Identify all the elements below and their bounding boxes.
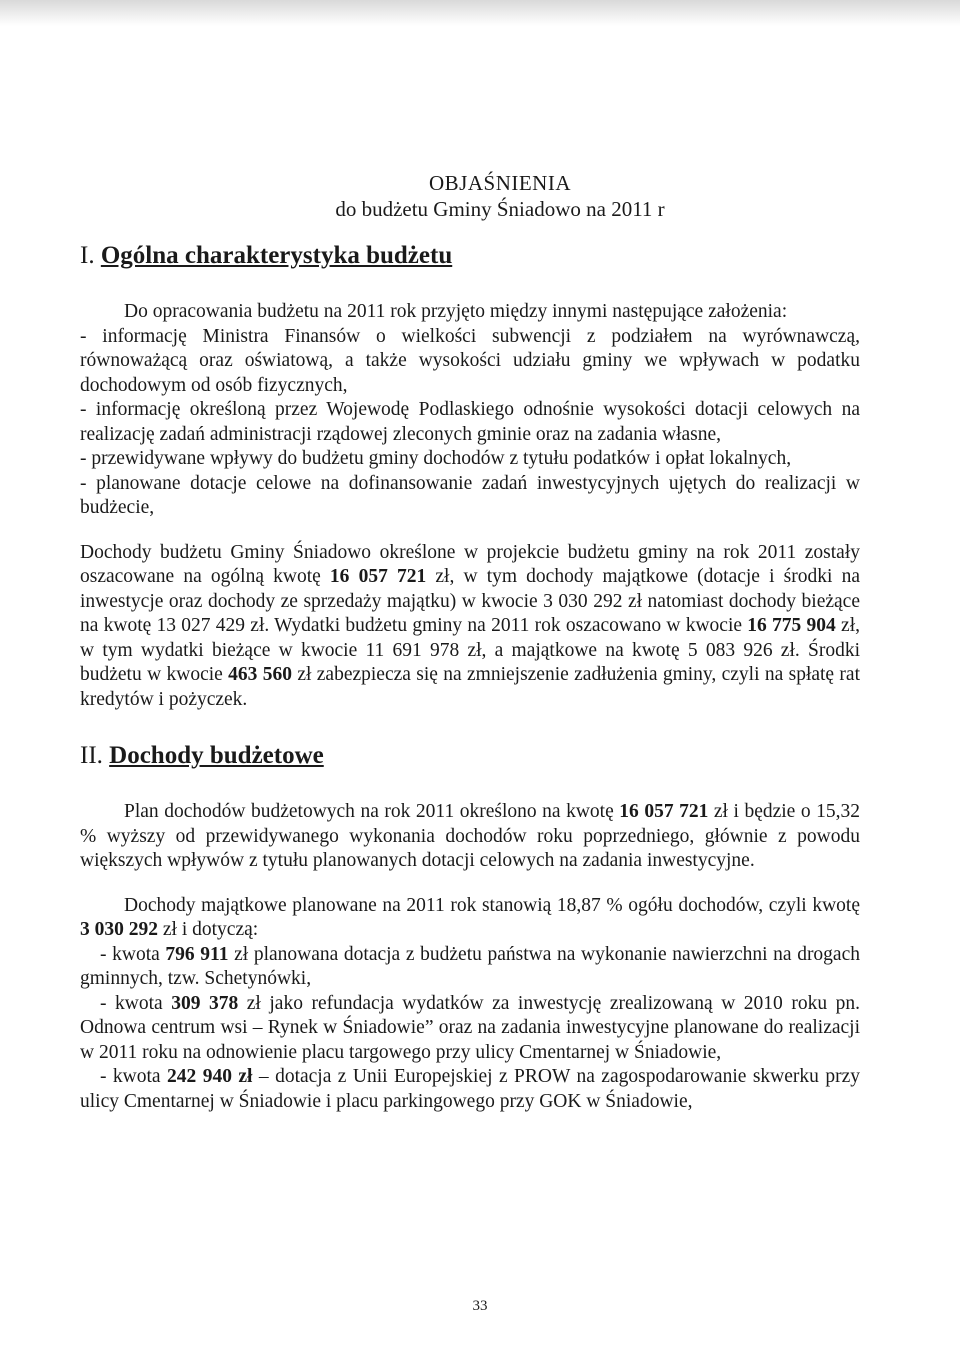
total-income-amount: 16 057 721 bbox=[329, 566, 427, 587]
item-text: - kwota bbox=[100, 943, 166, 965]
list-item: - informację określoną przez Wojewodę Podlaskiego odnośnie wysokości dotacji celowych na realizację zadań administracji rządowej zleconych gminie oraz na zadania własne, bbox=[80, 399, 860, 445]
document-page bbox=[80, 170, 860, 1114]
list-item: - informację Ministra Finansów o wielkości subwencji z podziałem na wyrównawczą, równoważącą oraz oświatową, a także wysokości udziału gminy we wpływach w podatku dochodowym od osób fizycznych, bbox=[80, 325, 860, 396]
capital-income-paragraph bbox=[80, 894, 860, 943]
section-1-heading bbox=[80, 240, 860, 272]
section-1-summary bbox=[80, 541, 860, 713]
summary-text: zł, w tym wydatki bieżące w kwocie 11 691 978 zł, a majątkowe na kwotę 5 083 926 zł. Środki budżetu w kwocie bbox=[80, 615, 860, 685]
section-2-title: Dochody budżetowe bbox=[109, 742, 324, 769]
income-plan-amount: 16 057 721 bbox=[619, 801, 709, 822]
document-header bbox=[140, 170, 860, 222]
item-text: zł planowana dotacja z budżetu państwa na wykonanie nawierzchni na drogach gminnych, tzw. Schetynówki, bbox=[80, 943, 860, 989]
summary-text: zł zabezpiecza się na zmniejszenie zadłużenia gminy, czyli na spłatę rat kredytów i pożyczek. bbox=[80, 664, 860, 710]
paragraph-text: zł i będzie o 15,32 % wyższy od przewidywanego wykonania dochodów roku poprzedniego, głównie z powodu większych wpływów z tytułu planowanych dotacji celowych na zadania inwestycyjne. bbox=[80, 801, 861, 871]
total-expense-amount: 16 775 904 bbox=[747, 615, 836, 636]
document-subtitle: do budżetu Gminy Śniadowo na 2011 r bbox=[335, 197, 665, 221]
item-text: - kwota bbox=[100, 1066, 168, 1087]
item-amount: 309 378 bbox=[171, 992, 239, 1014]
summary-text: zł, w tym dochody majątkowe (dotacje i środki na inwestycje oraz dochody ze sprzedaży majątku) w kwocie 3 030 292 zł natomiast dochody bieżące na kwotę 13 027 429 zł. Wydatki budżetu gminy na 2011 rok oszacowano w kwocie bbox=[80, 566, 860, 636]
list-item bbox=[80, 943, 860, 992]
list-item: - planowane dotacje celowe na dofinansowanie zadań inwestycyjnych ujętych do realizacji w budżecie, bbox=[80, 472, 860, 518]
item-amount: 242 940 zł bbox=[167, 1066, 253, 1087]
section-2-heading bbox=[80, 740, 860, 772]
paragraph-text: Plan dochodów budżetowych na rok 2011 określono na kwotę bbox=[124, 801, 620, 822]
section-1-intro: Do opracowania budżetu na 2011 rok przyjęto między innymi następujące założenia: bbox=[124, 301, 788, 322]
page-number: 33 bbox=[472, 1298, 488, 1314]
item-text: - kwota bbox=[100, 992, 172, 1014]
item-text: zł jako refundacja wydatków za inwestycję zrealizowaną w 2010 roku pn. Odnowa centrum wsi – Rynek w Śniadowie” oraz na zadania inwestycyjne planowane do realizacji w 2011 roku na odnowienie placu targowego przy ulicy Cmentarnej w Śniadowie, bbox=[80, 992, 860, 1063]
paragraph-text: zł i dotyczą: bbox=[158, 919, 259, 940]
section-1-number: I. bbox=[80, 242, 95, 269]
list-item: - przewidywane wpływy do budżetu gminy dochodów z tytułu podatków i opłat lokalnych, bbox=[80, 448, 792, 469]
item-amount: 796 911 bbox=[165, 943, 229, 965]
summary-text: Dochody budżetu Gminy Śniadowo określone w projekcie budżetu gminy na rok 2011 zostały oszacowane na ogólną kwotę bbox=[80, 541, 860, 587]
income-plan-paragraph bbox=[80, 800, 860, 874]
document-title: OBJAŚNIENIA bbox=[429, 171, 571, 195]
list-item bbox=[80, 1065, 860, 1114]
scan-edge-shadow bbox=[0, 0, 960, 26]
budget-funds-amount: 463 560 bbox=[228, 664, 292, 685]
list-item bbox=[80, 992, 860, 1066]
item-text: – dotacja z Unii Europejskiej z PROW na zagospodarowanie skwerku przy ulicy Cmentarnej w Śniadowie i placu parkingowego przy GOK w Śniadowie, bbox=[80, 1066, 860, 1112]
paragraph-text: Dochody majątkowe planowane na 2011 rok stanowią 18,87 % ogółu dochodów, czyli kwotę bbox=[124, 894, 860, 916]
section-1-title: Ogólna charakterystyka budżetu bbox=[100, 242, 453, 269]
section-2-number: II. bbox=[80, 742, 103, 769]
capital-income-amount: 3 030 292 bbox=[80, 919, 158, 940]
